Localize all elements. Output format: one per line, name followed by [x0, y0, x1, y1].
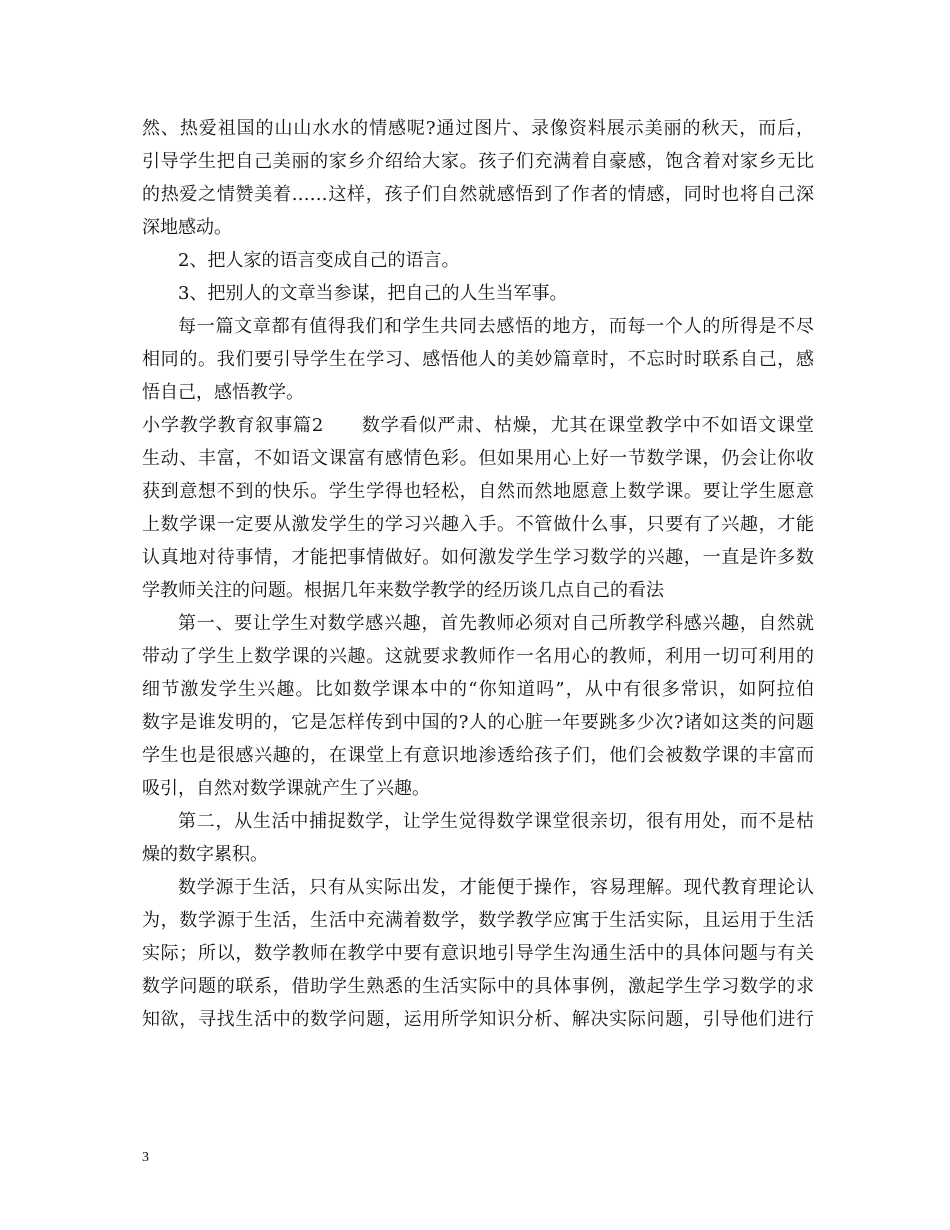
document-body — [142, 112, 814, 1036]
text-line: 认真地对待事情，才能把事情做好。如何激发学生学习数学的兴趣，一直是许多数 — [142, 547, 814, 568]
page-number: 3 — [142, 1150, 149, 1165]
text-line: 每一篇文章都有值得我们和学生共同去感悟的地方，而每一个人的所得是不尽 — [178, 316, 814, 337]
text-line: 3、把别人的文章当参谋，把自己的人生当军事。 — [178, 283, 568, 304]
text-line: 实际；所以，数学教师在教学中要有意识地引导学生沟通生活中的具体问题与有关 — [142, 943, 814, 964]
text-line: 上数学课一定要从激发学生的学习兴趣入手。不管做什么事，只要有了兴趣，才能 — [142, 514, 814, 535]
text-line: 然、热爱祖国的山山水水的情感呢?通过图片、录像资料展示美丽的秋天，而后， — [142, 118, 814, 139]
text-line: 学教师关注的问题。根据几年来数学教学的经历谈几点自己的看法 — [142, 580, 664, 601]
text-line: 燥的数字累积。 — [142, 844, 268, 865]
text-line: 引导学生把自己美丽的家乡介绍给大家。孩子们充满着自豪感，饱含着对家乡无比 — [142, 151, 814, 172]
text-line: 第二，从生活中捕捉数学，让学生觉得数学课堂很亲切，很有用处，而不是枯 — [178, 811, 814, 832]
text-line: 数字是谁发明的，它是怎样传到中国的?人的心脏一年要跳多少次?诸如这类的问题 — [142, 712, 814, 733]
text-line: 相同的。我们要引导学生在学习、感悟他人的美妙篇章时，不忘时时联系自己，感 — [142, 349, 814, 370]
text-line: 生动、丰富，不如语文课富有感情色彩。但如果用心上好一节数学课，仍会让你收 — [142, 448, 814, 469]
text-line: 深地感动。 — [142, 217, 232, 238]
text-line: 带动了学生上数学课的兴趣。这就要求教师作一名用心的教师，利用一切可利用的 — [142, 646, 814, 667]
text-line: 的热爱之情赞美着……这样，孩子们自然就感悟到了作者的情感，同时也将自己深 — [142, 184, 814, 205]
text-line: 第一、要让学生对数学感兴趣，首先教师必须对自己所教学科感兴趣，自然就 — [178, 613, 814, 634]
text-line: 获到意想不到的快乐。学生学得也轻松，自然而然地愿意上数学课。要让学生愿意 — [142, 481, 814, 502]
text-line: 数学问题的联系，借助学生熟悉的生活实际中的具体事例，激起学生学习数学的求 — [142, 976, 814, 997]
text-line: 知欲，寻找生活中的数学问题，运用所学知识分析、解决实际问题，引导他们进行 — [142, 1009, 814, 1030]
text-line: 吸引，自然对数学课就产生了兴趣。 — [142, 778, 430, 799]
text-line: 2、把人家的语言变成自己的语言。 — [178, 250, 460, 271]
text-line: 数学源于生活，只有从实际出发，才能便于操作，容易理解。现代教育理论认 — [178, 877, 814, 898]
text-line: 学生也是很感兴趣的，在课堂上有意识地渗透给孩子们，他们会被数学课的丰富而 — [142, 745, 814, 766]
text-line: 悟自己，感悟教学。 — [142, 382, 304, 403]
text-line: 为，数学源于生活，生活中充满着数学，数学教学应寓于生活实际，且运用于生活 — [142, 910, 814, 931]
text-line: 细节激发学生兴趣。比如数学课本中的“你知道吗”，从中有很多常识，如阿拉伯 — [142, 679, 814, 700]
text-line: 小学教学教育叙事篇2 数学看似严肃、枯燥，尤其在课堂教学中不如语文课堂 — [142, 415, 814, 436]
